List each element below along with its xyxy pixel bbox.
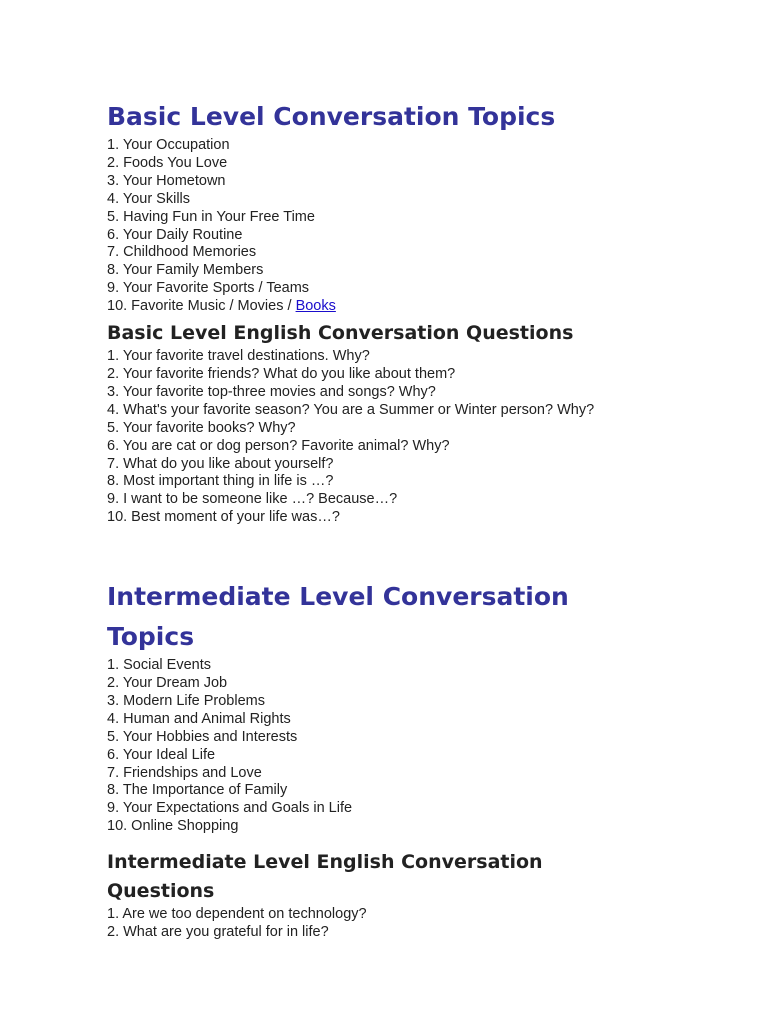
heading-line: Intermediate Level English Conversation [107,851,543,874]
list-item: 10. Best moment of your life was…? [107,509,340,526]
list-item: 8. Most important thing in life is …? [107,473,334,490]
intermediate-questions-list [107,906,667,942]
document-page [107,97,667,942]
list-item: 1. Social Events [107,657,211,674]
list-item: 2. What are you grateful for in life? [107,924,329,941]
intermediate-questions-heading [107,848,667,906]
list-item: 1. Are we too dependent on technology? [107,906,367,923]
basic-questions-heading: Basic Level English Conversation Questions [107,322,574,345]
list-item: 7. What do you like about yourself? [107,455,334,472]
list-item: 3. Modern Life Problems [107,692,265,709]
list-item: 6. Your Daily Routine [107,226,243,243]
heading-line: Questions [107,880,215,903]
list-item: 8. The Importance of Family [107,782,288,799]
list-item: 1. Your favorite travel destinations. Why? [107,348,370,365]
intermediate-topics-heading [107,577,667,657]
list-item: 5. Your Hobbies and Interests [107,728,298,745]
list-item: 10. Online Shopping [107,818,239,835]
list-item: 5. Having Fun in Your Free Time [107,208,315,225]
list-item-with-link [107,298,667,316]
basic-topics-list [107,137,667,316]
list-item: 7. Friendships and Love [107,764,262,781]
list-item: 9. Your Favorite Sports / Teams [107,280,310,297]
list-item: 4. Human and Animal Rights [107,710,291,727]
list-item: 2. Foods You Love [107,154,228,171]
list-item: 3. Your Hometown [107,172,226,189]
list-item: 4. Your Skills [107,190,191,207]
list-item: 2. Your favorite friends? What do you like about them? [107,365,456,382]
list-item: 2. Your Dream Job [107,675,228,692]
list-item: 9. Your Expectations and Goals in Life [107,800,353,817]
list-item: 6. Your Ideal Life [107,746,216,763]
list-item: 5. Your favorite books? Why? [107,419,296,436]
list-item: 7. Childhood Memories [107,244,257,261]
list-item: 3. Your favorite top-three movies and songs? Why? [107,383,436,400]
intermediate-topics-list [107,657,667,836]
basic-questions-list [107,348,667,527]
heading-line: Intermediate Level Conversation [107,582,569,612]
books-link[interactable]: Books [295,298,336,315]
list-item: 9. I want to be someone like …? Because…? [107,491,398,508]
heading-line: Topics [107,622,195,652]
list-item: 8. Your Family Members [107,262,264,279]
list-item: 6. You are cat or dog person? Favorite animal? Why? [107,437,450,454]
list-item-text: 10. Favorite Music / Movies / [107,298,296,315]
list-item: 1. Your Occupation [107,137,230,153]
list-item: 4. What's your favorite season? You are a Summer or Winter person? Why? [107,401,595,418]
basic-topics-heading: Basic Level Conversation Topics [107,102,556,131]
